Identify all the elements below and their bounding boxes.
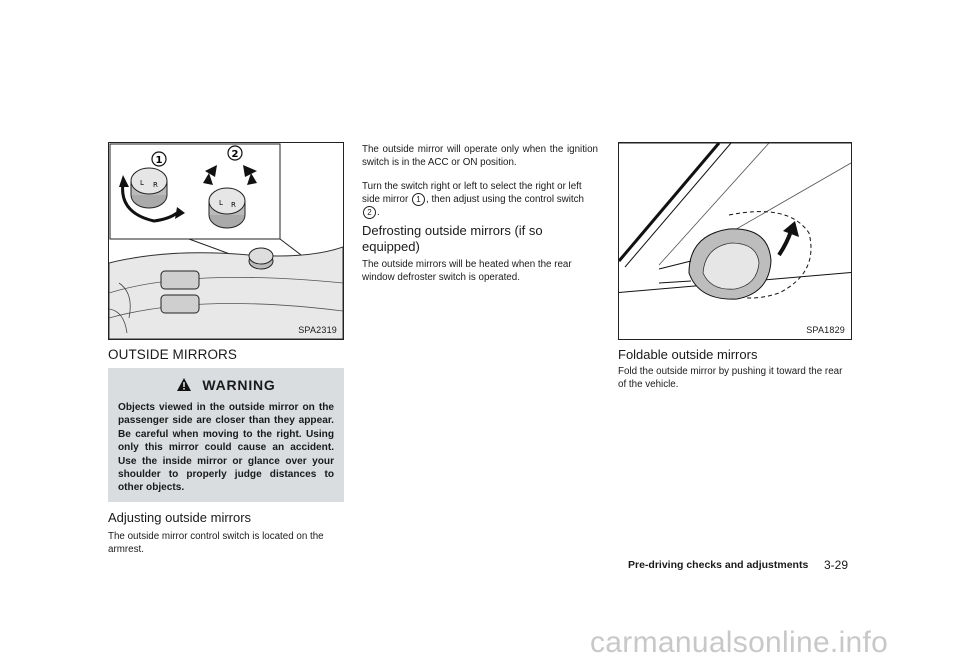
warning-triangle-icon xyxy=(176,377,192,392)
select-text-3: . xyxy=(377,207,380,218)
foldable-text: Fold the outside mirror by pushing it toward the rear of the vehicle. xyxy=(618,366,843,390)
ignition-paragraph: The outside mirror will operate only when the ignition switch is in the ACC or ON position. xyxy=(362,144,598,168)
page-number: 3-29 xyxy=(824,558,849,572)
adjusting-heading: Adjusting outside mirrors xyxy=(108,510,252,525)
figure-code: SPA2319 xyxy=(298,325,337,335)
knob2-label-r: R xyxy=(231,201,236,209)
defrost-heading: Defrosting outside mirrors (if so equipped) xyxy=(362,223,543,254)
defrost-text: The outside mirrors will be heated when the rear window defroster switch is operated. xyxy=(362,259,572,283)
knob1-label-l: L xyxy=(140,179,144,187)
figure-code: SPA1829 xyxy=(806,325,845,335)
warning-text: Objects viewed in the outside mirror on the passenger side are closer than they appear. Be careful when moving to the right. Using only this mirror could cause an accident. Use the inside mirror or glance over your shoulder to properly judge distances to other objects. xyxy=(118,402,334,494)
select-text-1: Turn the switch right or left to select the right or left side mirror xyxy=(362,181,582,205)
ref-callout-2: 2 xyxy=(363,206,376,219)
figure-mirror-switch xyxy=(108,142,344,340)
knob2-label-l: L xyxy=(219,199,223,207)
foldable-heading: Foldable outside mirrors xyxy=(618,347,758,362)
foldable-mirror-illustration xyxy=(619,143,851,339)
callout-2: 2 xyxy=(231,149,239,160)
mirror-switch-illustration xyxy=(109,143,343,339)
ref-callout-1: 1 xyxy=(412,193,425,206)
warning-title: WARNING xyxy=(202,377,276,393)
watermark: carmanualsonline.info xyxy=(590,626,889,659)
select-text-2: , then adjust using the control switch xyxy=(426,194,584,205)
footer-section-name: Pre-driving checks and adjustments xyxy=(628,559,809,571)
warning-header xyxy=(108,377,344,393)
adjusting-text: The outside mirror control switch is located on the armrest. xyxy=(108,531,324,555)
callout-1: 1 xyxy=(155,155,163,166)
knob1-label-r: R xyxy=(153,181,158,189)
select-mirror-paragraph xyxy=(362,180,598,219)
figure-foldable-mirror xyxy=(618,142,852,340)
warning-box xyxy=(108,368,344,502)
section-title: OUTSIDE MIRRORS xyxy=(108,347,238,362)
